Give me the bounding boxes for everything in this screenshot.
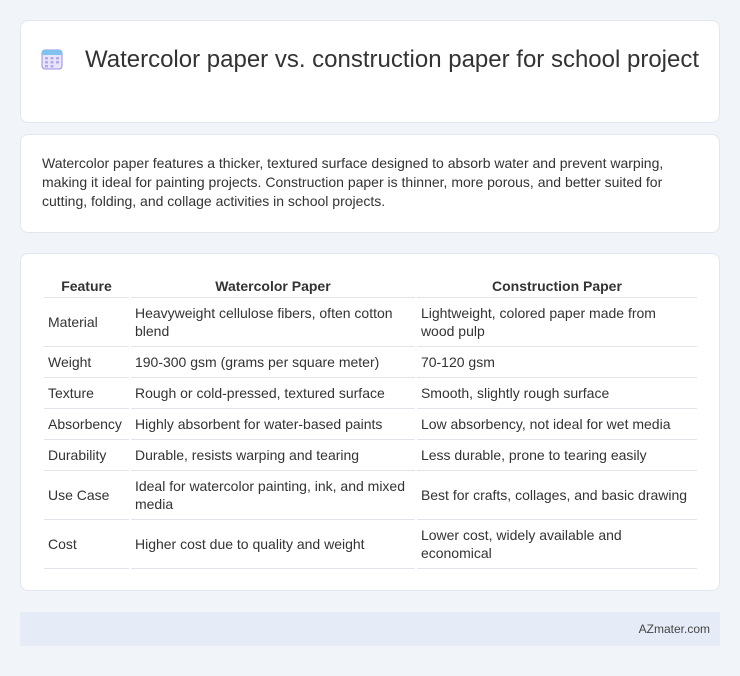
row-feature: Durability	[44, 440, 129, 471]
row-construction: Low absorbency, not ideal for wet media	[417, 409, 697, 440]
title-wrap	[21, 45, 719, 74]
comparison-table-card	[20, 253, 720, 591]
row-feature: Material	[44, 298, 129, 347]
table-header-row	[44, 275, 697, 298]
intro-card	[20, 134, 720, 233]
table-row	[44, 440, 697, 471]
title-card	[20, 20, 720, 123]
row-construction: Lower cost, widely available and economical	[417, 520, 697, 569]
table-row	[44, 471, 697, 520]
row-construction: 70-120 gsm	[417, 347, 697, 378]
row-feature: Weight	[44, 347, 129, 378]
table-row	[44, 409, 697, 440]
header-feature: Feature	[44, 275, 129, 298]
row-feature: Cost	[44, 520, 129, 569]
intro-text: Watercolor paper features a thicker, textured surface designed to absorb water and prevent warping, making it ideal for painting projects. Construction paper is thinner, more porous, and better suited for cutting, folding, and collage activities in school projects.	[42, 155, 664, 209]
page-title: Watercolor paper vs. construction paper for school project	[84, 46, 700, 73]
row-watercolor: Highly absorbent for water-based paints	[131, 409, 415, 440]
row-watercolor: Heavyweight cellulose fibers, often cotton blend	[131, 298, 415, 347]
table-row	[44, 378, 697, 409]
row-feature: Absorbency	[44, 409, 129, 440]
row-watercolor: Ideal for watercolor painting, ink, and mixed media	[131, 471, 415, 520]
row-feature: Texture	[44, 378, 129, 409]
header-construction: Construction Paper	[417, 275, 697, 298]
comparison-table	[42, 275, 699, 569]
row-watercolor: Durable, resists warping and tearing	[131, 440, 415, 471]
row-construction: Smooth, slightly rough surface	[417, 378, 697, 409]
footer	[20, 612, 720, 646]
table-row	[44, 347, 697, 378]
row-construction: Lightweight, colored paper made from wood pulp	[417, 298, 697, 347]
footer-site-link[interactable]: AZmater.com	[638, 622, 710, 636]
row-watercolor: 190-300 gsm (grams per square meter)	[131, 347, 415, 378]
header-watercolor: Watercolor Paper	[131, 275, 415, 298]
table-row	[44, 520, 697, 569]
row-watercolor: Higher cost due to quality and weight	[131, 520, 415, 569]
table-row	[44, 298, 697, 347]
calendar-icon	[41, 48, 63, 70]
row-construction: Best for crafts, collages, and basic drawing	[417, 471, 697, 520]
row-watercolor: Rough or cold-pressed, textured surface	[131, 378, 415, 409]
row-feature: Use Case	[44, 471, 129, 520]
row-construction: Less durable, prone to tearing easily	[417, 440, 697, 471]
